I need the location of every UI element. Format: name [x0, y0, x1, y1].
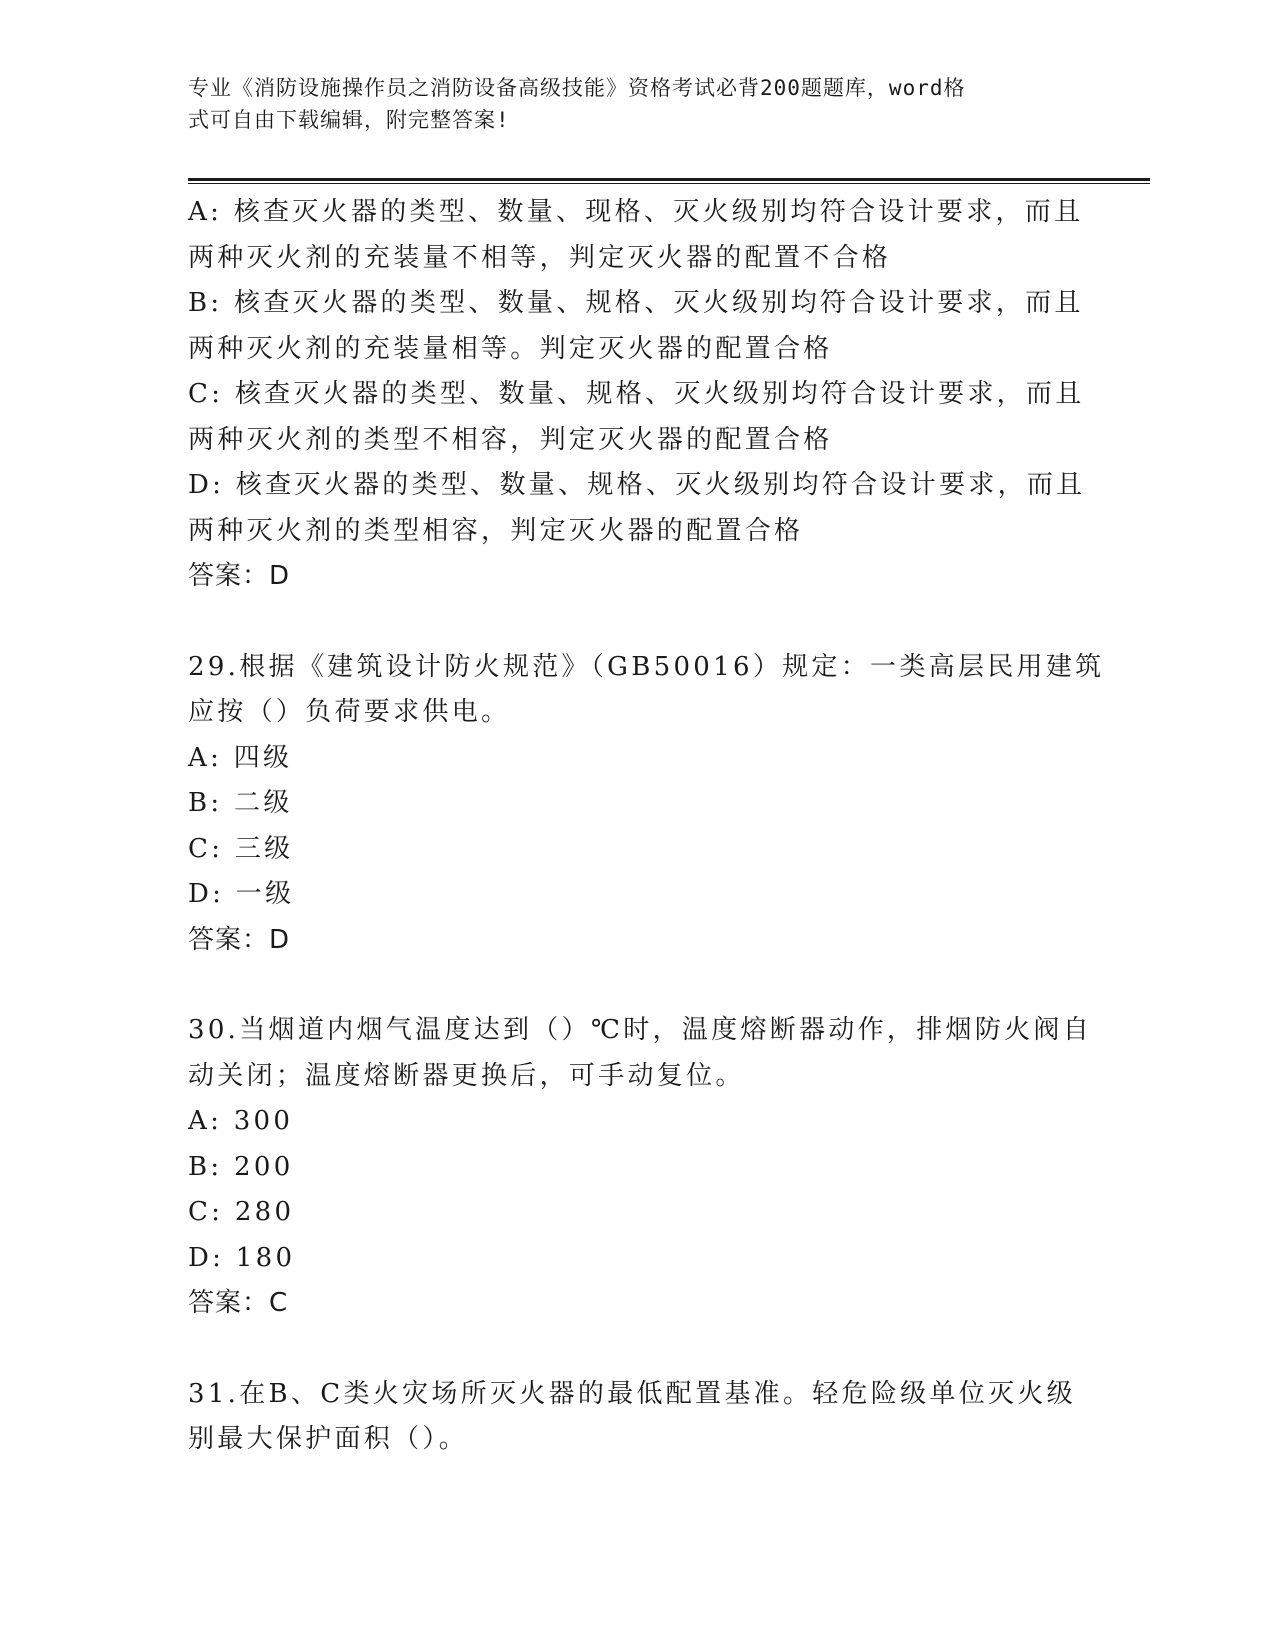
prev-option-b-line-1: B: 核查灭火器的类型、数量、规格、灭火级别均符合设计要求，而且: [188, 288, 1084, 318]
question-30-answer: 答案：C: [188, 1288, 289, 1318]
question-30-option-a: A: 300: [188, 1106, 294, 1136]
document-header: [188, 72, 1068, 136]
header-line-2: 式可自由下载编辑，附完整答案!: [188, 108, 510, 132]
question-29-answer: 答案：D: [188, 924, 291, 955]
question-content: [188, 190, 1105, 1463]
header-divider-thick: [188, 178, 1150, 181]
question-29-block: [188, 645, 1105, 964]
prev-option-b-line-2: 两种灭火剂的充装量相等。判定灭火器的配置合格: [188, 333, 833, 364]
prev-option-d-line-1: D: 核查灭火器的类型、数量、规格、灭火级别均符合设计要求，而且: [188, 470, 1086, 500]
question-29-stem-line-1: 29.根据《建筑设计防火规范》（GB50016）规定：一类高层民用建筑: [188, 651, 1105, 682]
question-29-option-a: A: 四级: [188, 742, 293, 773]
prev-option-a-line-2: 两种灭火剂的充装量不相等，判定灭火器的配置不合格: [188, 242, 892, 273]
spacer: [188, 600, 1078, 645]
question-29-stem-line-2: 应按（）负荷要求供电。: [188, 697, 511, 727]
prev-question-block: [188, 190, 1086, 600]
question-31-stem-line-1: 31.在B、C类火灾场所灭火器的最低配置基准。轻危险级单位灭火级: [188, 1378, 1076, 1409]
question-30-option-b: B: 200: [188, 1151, 294, 1182]
question-30-option-d: D: 180: [188, 1242, 296, 1273]
question-30-stem-line-2: 动关闭；温度熔断器更换后，可手动复位。: [188, 1060, 745, 1091]
question-29-option-c: C: 三级: [188, 833, 294, 864]
question-31-block: [188, 1372, 1078, 1463]
prev-option-a-line-1: A: 核查灭火器的类型、数量、现格、灭火级别均符合设计要求，而且: [188, 197, 1084, 227]
question-30-stem-line-1: 30.当烟道内烟气温度达到（）℃时，温度熔断器动作，排烟防火阀自: [188, 1015, 1093, 1045]
prev-option-d-line-2: 两种灭火剂的类型相容，判定灭火器的配置合格: [188, 515, 804, 546]
question-31-stem-line-2: 别最大保护面积（）。: [188, 1424, 469, 1454]
prev-question-answer: 答案：D: [188, 561, 291, 591]
question-29-option-d: D: 一级: [188, 879, 295, 909]
header-line-1: 专业《消防设施操作员之消防设备高级技能》资格考试必背200题题库，word格: [188, 76, 966, 100]
question-29-option-b: B: 二级: [188, 788, 293, 818]
prev-option-c-line-2: 两种灭火剂的类型不相容，判定灭火器的配置合格: [188, 424, 833, 455]
spacer: [188, 1327, 1078, 1372]
spacer: [188, 963, 1078, 1008]
header-divider-thin: [188, 183, 1150, 184]
question-30-option-c: C: 280: [188, 1197, 295, 1227]
prev-option-c-line-1: C: 核查灭火器的类型、数量、规格、灭火级别均符合设计要求，而且: [188, 379, 1085, 409]
question-30-block: [188, 1008, 1093, 1327]
